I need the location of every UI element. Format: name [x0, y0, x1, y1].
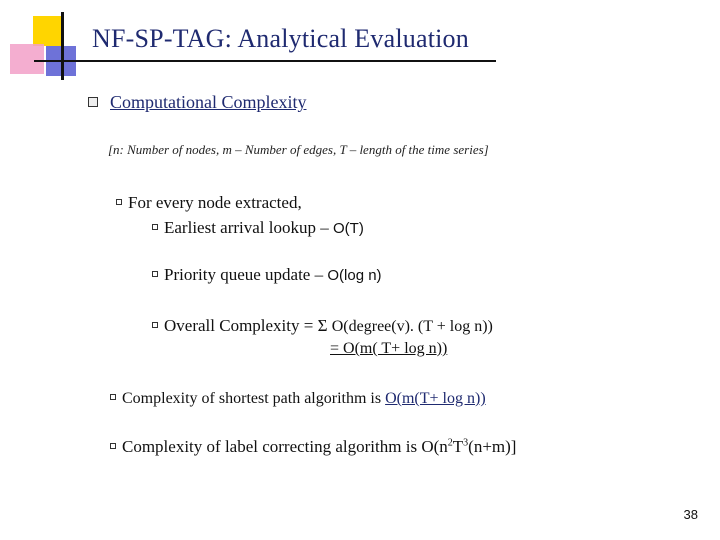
shortest-path-line — [110, 390, 486, 408]
sigma-symbol: Σ — [317, 316, 328, 335]
title-underline-rule — [34, 60, 496, 62]
label-correcting-prefix: Complexity of label correcting algorithm is O(n — [122, 437, 448, 456]
lookup-complexity: O(T) — [333, 220, 364, 237]
notation-note: [n: Number of nodes, m – Number of edges, T – length of the time series] — [108, 142, 489, 157]
superscript-3: 3 — [463, 437, 469, 449]
overall-line — [152, 316, 493, 336]
superscript-2: 2 — [447, 437, 453, 449]
square-bullet-icon — [152, 271, 158, 277]
for-each-line — [116, 193, 302, 213]
square-bullet-icon — [88, 97, 98, 107]
priority-queue-label: Priority queue update – — [164, 265, 324, 284]
square-bullet-icon — [152, 224, 158, 230]
shortest-path-complexity: O(m(T+ log n)) — [385, 390, 486, 407]
square-bullet-icon — [152, 322, 158, 328]
slide-title: NF-SP-TAG: Analytical Evaluation — [92, 24, 469, 53]
page-number: 38 — [683, 507, 698, 522]
for-each-text: For every node extracted, — [128, 193, 302, 212]
heading-text: Computational Complexity — [110, 92, 307, 112]
overall-result: = O(m( T+ log n)) — [330, 340, 448, 357]
square-bullet-icon — [110, 443, 116, 449]
priority-queue-complexity: O(log n) — [327, 267, 382, 284]
overall-expression: O(degree(v). (T + log n)) — [331, 318, 493, 335]
t-variable: T — [452, 437, 464, 456]
square-bullet-icon — [110, 394, 116, 400]
shortest-path-label: Complexity of shortest path algorithm is — [122, 390, 382, 407]
decorative-yellow-square — [33, 16, 63, 46]
decorative-pink-square — [10, 44, 44, 74]
label-correcting-suffix: (n+m)] — [468, 437, 517, 456]
label-correcting-line — [110, 437, 516, 457]
decorative-vertical-rule — [61, 12, 64, 80]
overall-label: Overall Complexity = — [164, 316, 314, 335]
heading-bullet — [88, 92, 307, 113]
lookup-line — [152, 218, 364, 238]
square-bullet-icon — [116, 199, 122, 205]
lookup-label: Earliest arrival lookup – — [164, 218, 329, 237]
priority-queue-line — [152, 265, 382, 285]
